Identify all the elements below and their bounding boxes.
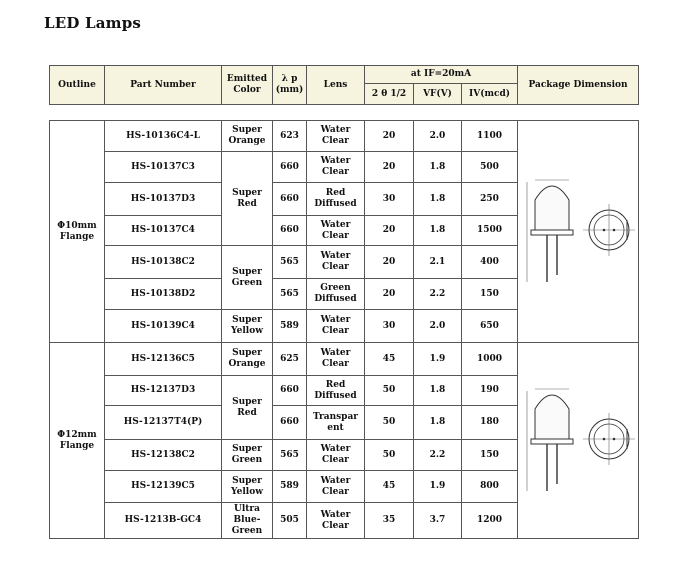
led-package-drawing (519, 379, 637, 499)
lens-cell: Green Diffused (307, 279, 365, 310)
lens-cell: Red Diffused (307, 376, 365, 406)
emitted-color-cell: Super Orange (222, 343, 273, 376)
table-row (50, 343, 639, 376)
lens-cell: Water Clear (307, 152, 365, 183)
theta-cell: 20 (365, 216, 414, 246)
lambda-cell: 505 (273, 503, 307, 539)
vf-cell: 1.8 (414, 406, 462, 440)
part-number-cell: HS-12137T4(P) (105, 406, 222, 440)
vf-cell: 2.1 (414, 246, 462, 279)
header-outline: Outline (50, 66, 105, 105)
package-dimension-cell (518, 343, 639, 539)
lambda-cell: 625 (273, 343, 307, 376)
part-number-cell: HS-10137D3 (105, 183, 222, 216)
vf-cell: 1.8 (414, 183, 462, 216)
header-at-if: at IF=20mA (365, 66, 518, 84)
header-iv: IV(mcd) (462, 84, 518, 105)
lambda-cell: 589 (273, 471, 307, 503)
lens-cell: Water Clear (307, 216, 365, 246)
iv-cell: 1100 (462, 121, 518, 152)
emitted-color-cell: Super Yellow (222, 471, 273, 503)
iv-cell: 250 (462, 183, 518, 216)
package-dimension-cell (518, 121, 639, 343)
lambda-cell: 660 (273, 376, 307, 406)
part-number-cell: HS-10138C2 (105, 246, 222, 279)
emitted-color-cell: Ultra Blue-Green (222, 503, 273, 539)
lens-cell: Water Clear (307, 310, 365, 343)
header-part-number: Part Number (105, 66, 222, 105)
header-emitted-color: Emitted Color (222, 66, 273, 105)
outline-cell: Φ10mm Flange (50, 121, 105, 343)
header-vf: VF(V) (414, 84, 462, 105)
iv-cell: 800 (462, 471, 518, 503)
led-pin-dot (613, 228, 616, 231)
theta-cell: 20 (365, 152, 414, 183)
theta-cell: 50 (365, 376, 414, 406)
lambda-cell: 565 (273, 279, 307, 310)
theta-cell: 50 (365, 406, 414, 440)
lambda-cell: 565 (273, 440, 307, 471)
led-flange (531, 439, 573, 444)
vf-cell: 2.2 (414, 279, 462, 310)
page-title: LED Lamps (44, 14, 142, 32)
header-lens: Lens (307, 66, 365, 105)
vf-cell: 1.9 (414, 471, 462, 503)
emitted-color-cell: Super Green (222, 440, 273, 471)
vf-cell: 1.9 (414, 343, 462, 376)
theta-cell: 20 (365, 246, 414, 279)
vf-cell: 1.8 (414, 376, 462, 406)
iv-cell: 150 (462, 279, 518, 310)
vf-cell: 2.2 (414, 440, 462, 471)
header-package: Package Dimension (518, 66, 639, 105)
lambda-cell: 589 (273, 310, 307, 343)
table-row (50, 121, 639, 152)
led-pin-dot (603, 437, 606, 440)
vf-cell: 1.8 (414, 152, 462, 183)
lambda-cell: 660 (273, 406, 307, 440)
iv-cell: 1500 (462, 216, 518, 246)
lens-cell: Transpar ent (307, 406, 365, 440)
part-number-cell: HS-12139C5 (105, 471, 222, 503)
part-number-cell: HS-12136C5 (105, 343, 222, 376)
lens-cell: Water Clear (307, 246, 365, 279)
iv-cell: 650 (462, 310, 518, 343)
lambda-cell: 660 (273, 216, 307, 246)
led-pin-dot (603, 228, 606, 231)
lens-cell: Water Clear (307, 471, 365, 503)
part-number-cell: HS-12138C2 (105, 440, 222, 471)
emitted-color-cell: Super Yellow (222, 310, 273, 343)
theta-cell: 20 (365, 279, 414, 310)
led-package-drawing (519, 170, 637, 290)
outline-cell: Φ12mm Flange (50, 343, 105, 539)
theta-cell: 45 (365, 343, 414, 376)
part-number-cell: HS-10137C4 (105, 216, 222, 246)
theta-cell: 50 (365, 440, 414, 471)
emitted-color-cell: Super Red (222, 152, 273, 246)
iv-cell: 500 (462, 152, 518, 183)
header-lambda-p: λ p (mm) (273, 66, 307, 105)
led-pin-dot (613, 437, 616, 440)
header-two-theta: 2 θ 1/2 (365, 84, 414, 105)
lens-cell: Water Clear (307, 343, 365, 376)
theta-cell: 30 (365, 183, 414, 216)
spec-table (49, 120, 639, 539)
iv-cell: 150 (462, 440, 518, 471)
vf-cell: 1.8 (414, 216, 462, 246)
lens-cell: Water Clear (307, 121, 365, 152)
iv-cell: 1200 (462, 503, 518, 539)
part-number-cell: HS-10139C4 (105, 310, 222, 343)
iv-cell: 1000 (462, 343, 518, 376)
part-number-cell: HS-10138D2 (105, 279, 222, 310)
theta-cell: 30 (365, 310, 414, 343)
led-dome-outline (535, 186, 569, 232)
vf-cell: 2.0 (414, 310, 462, 343)
iv-cell: 400 (462, 246, 518, 279)
part-number-cell: HS-10137C3 (105, 152, 222, 183)
vf-cell: 2.0 (414, 121, 462, 152)
iv-cell: 190 (462, 376, 518, 406)
iv-cell: 180 (462, 406, 518, 440)
lambda-cell: 660 (273, 183, 307, 216)
led-flange (531, 230, 573, 235)
lambda-cell: 565 (273, 246, 307, 279)
lens-cell: Water Clear (307, 503, 365, 539)
lens-cell: Red Diffused (307, 183, 365, 216)
lambda-cell: 623 (273, 121, 307, 152)
header-table (49, 65, 639, 105)
theta-cell: 35 (365, 503, 414, 539)
part-number-cell: HS-1213B-GC4 (105, 503, 222, 539)
emitted-color-cell: Super Red (222, 376, 273, 440)
part-number-cell: HS-12137D3 (105, 376, 222, 406)
led-dome-outline (535, 395, 569, 441)
part-number-cell: HS-10136C4-L (105, 121, 222, 152)
theta-cell: 45 (365, 471, 414, 503)
vf-cell: 3.7 (414, 503, 462, 539)
theta-cell: 20 (365, 121, 414, 152)
emitted-color-cell: Super Orange (222, 121, 273, 152)
lens-cell: Water Clear (307, 440, 365, 471)
emitted-color-cell: Super Green (222, 246, 273, 310)
lambda-cell: 660 (273, 152, 307, 183)
